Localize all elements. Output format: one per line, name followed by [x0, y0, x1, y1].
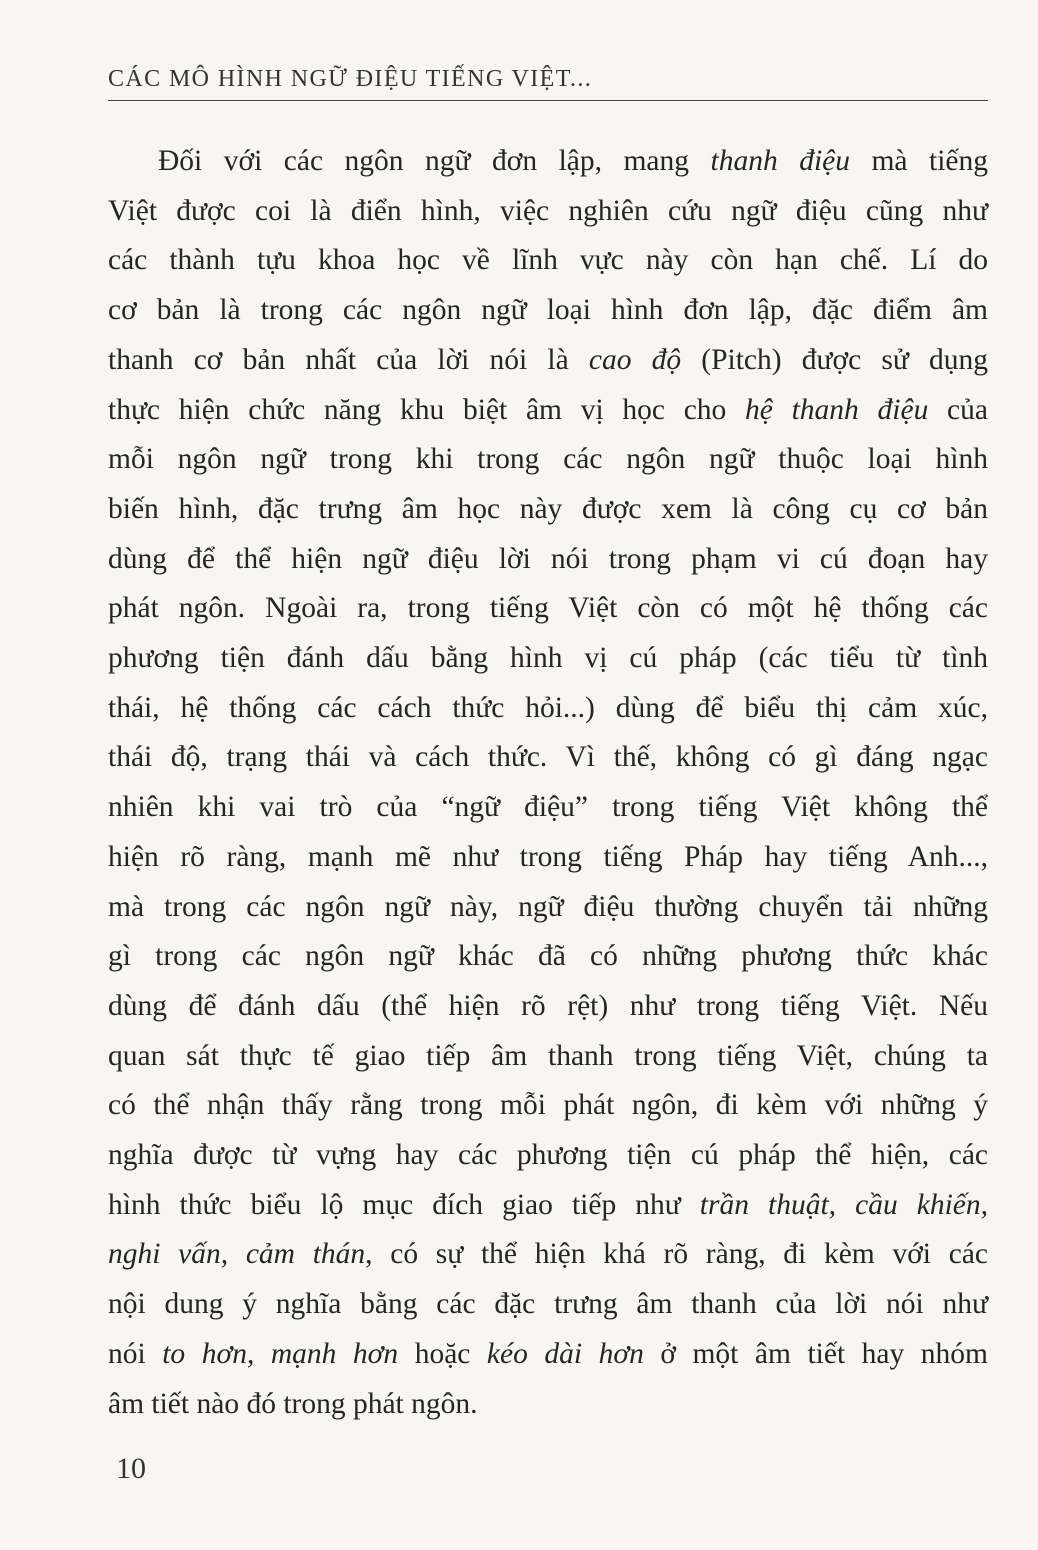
text-run: quan sát thực tế giao tiếp âm thanh trong tiếng Việt, chúng ta [108, 1039, 988, 1072]
text-line [108, 336, 988, 386]
text-line [108, 733, 988, 783]
text-line [108, 584, 988, 634]
text-run: nói [108, 1337, 163, 1370]
text-run: thái độ, trạng thái và cách thức. Vì thế, không có gì đáng ngạc [108, 741, 988, 774]
text-line [108, 485, 988, 535]
running-header: CÁC MÔ HÌNH NGỮ ĐIỆU TIẾNG VIỆT... [108, 66, 593, 92]
text-run: phát ngôn. Ngoài ra, trong tiếng Việt còn có một hệ thống các [108, 592, 988, 625]
text-run: các thành tựu khoa học về lĩnh vực này còn hạn chế. Lí do [108, 244, 988, 277]
text-run: hoặc [398, 1337, 487, 1370]
italic-term: trần thuật, cầu khiến, [699, 1188, 989, 1221]
text-line [108, 286, 988, 336]
text-run: của [928, 393, 988, 426]
text-line [108, 883, 988, 933]
italic-term: hệ thanh điệu [745, 393, 929, 426]
text-run: phương tiện đánh dấu bằng hình vị cú pháp (các tiểu từ tình [108, 642, 988, 675]
text-line [108, 435, 988, 485]
text-run: dùng để thể hiện ngữ điệu lời nói trong phạm vi cú đoạn hay [108, 542, 988, 575]
text-run: biến hình, đặc trưng âm học này được xem là công cụ cơ bản [108, 492, 988, 525]
header-rule [108, 100, 988, 101]
text-line [108, 1280, 988, 1330]
text-run: có thể nhận thấy rằng trong mỗi phát ngôn, đi kèm với những ý [108, 1089, 988, 1122]
italic-term: nghi vấn, cảm thán [108, 1238, 366, 1271]
body-paragraph [108, 137, 988, 1429]
italic-term: cao độ [588, 343, 682, 376]
text-line [108, 137, 988, 187]
text-line [108, 535, 988, 585]
italic-term: kéo dài hơn [486, 1337, 644, 1370]
text-line [108, 1181, 988, 1231]
text-run: hiện rõ ràng, mạnh mẽ như trong tiếng Pháp hay tiếng Anh..., [108, 840, 988, 873]
text-line [108, 386, 988, 436]
text-run: , có sự thể hiện khá rõ ràng, đi kèm với các [365, 1238, 988, 1271]
text-run: (Pitch) được sử dụng [681, 343, 988, 376]
text-line [108, 1330, 988, 1380]
text-run: dùng để đánh dấu (thể hiện rõ rệt) như trong tiếng Việt. Nếu [108, 989, 988, 1022]
text-line [108, 1032, 988, 1082]
text-run: Đối với các ngôn ngữ đơn lập, mang [158, 145, 711, 177]
text-line [108, 982, 988, 1032]
text-run: ở một âm tiết hay nhóm [643, 1337, 988, 1370]
text-run: âm tiết nào đó trong phát ngôn. [108, 1387, 478, 1420]
italic-term: to hơn, mạnh hơn [162, 1337, 399, 1370]
text-line [108, 1380, 988, 1430]
text-line [108, 1230, 988, 1280]
text-run: nội dung ý nghĩa bằng các đặc trưng âm thanh của lời nói như [108, 1288, 988, 1321]
text-run: mà trong các ngôn ngữ này, ngữ điệu thường chuyển tải những [108, 890, 988, 923]
text-run: hình thức biểu lộ mục đích giao tiếp như [108, 1188, 700, 1221]
text-line [108, 187, 988, 237]
text-run: mà tiếng [850, 145, 988, 177]
page-number: 10 [116, 1452, 146, 1485]
text-line [108, 1081, 988, 1131]
text-run: nghĩa được từ vựng hay các phương tiện cú pháp thể hiện, các [108, 1139, 988, 1172]
text-line [108, 634, 988, 684]
text-run: cơ bản là trong các ngôn ngữ loại hình đơn lập, đặc điểm âm [108, 294, 988, 327]
text-run: Việt được coi là điển hình, việc nghiên cứu ngữ điệu cũng như [108, 194, 988, 227]
text-line [108, 932, 988, 982]
text-run: thực hiện chức năng khu biệt âm vị học cho [108, 393, 746, 426]
text-run: nhiên khi vai trò của “ngữ điệu” trong tiếng Việt không thể [108, 791, 988, 824]
text-line [108, 684, 988, 734]
text-run: thái, hệ thống các cách thức hỏi...) dùng để biểu thị cảm xúc, [108, 691, 988, 724]
text-line [108, 236, 988, 286]
text-line [108, 783, 988, 833]
text-run: thanh cơ bản nhất của lời nói là [108, 343, 589, 376]
text-run: gì trong các ngôn ngữ khác đã có những phương thức khác [108, 940, 988, 973]
text-line [108, 1131, 988, 1181]
italic-term: thanh điệu [710, 145, 850, 177]
text-line [108, 833, 988, 883]
text-run: mỗi ngôn ngữ trong khi trong các ngôn ngữ thuộc loại hình [108, 443, 988, 476]
